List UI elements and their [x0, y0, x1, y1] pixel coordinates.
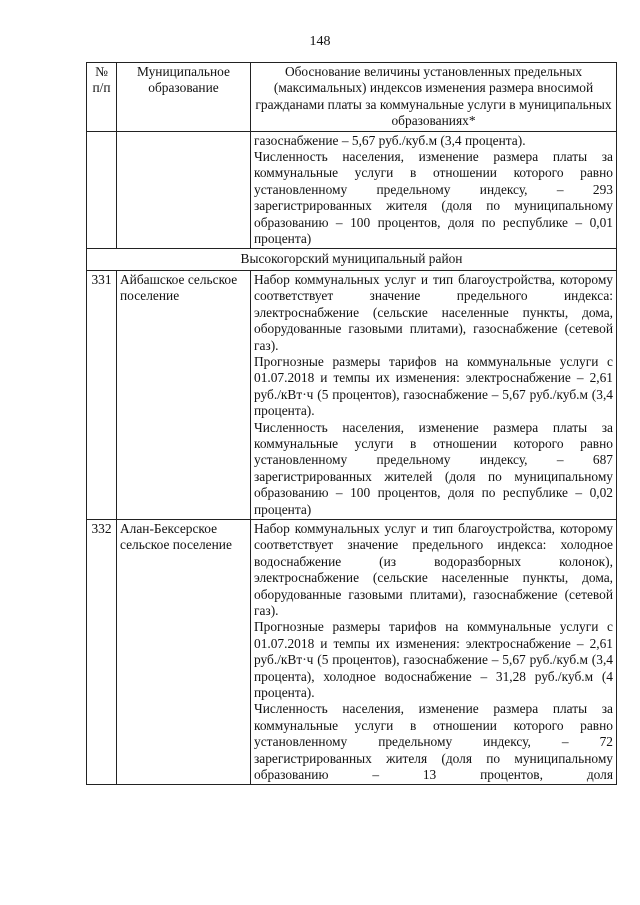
rationale-cell: [251, 270, 617, 519]
page-number: 148: [309, 34, 331, 49]
header-rationale: Обоснование величины установленных предельных (максимальных) индексов изменения размера вносимой гражданами платы за коммунальные услуги в муниципальных образованиях*: [251, 63, 617, 132]
limit-index-table: [86, 62, 617, 785]
rationale-paragraph: Набор коммунальных услуг и тип благоустройства, которому соответствует значение предельного индекса: холодное водоснабжение (из водоразборных колонок), электроснабжение (сельские населенные пункты, дома, оборудованные газовыми плитами), газоснабжение (сетевой газ).: [254, 520, 613, 618]
table-header-row: [87, 63, 617, 132]
continuation-line: Численность населения, изменение размера платы за коммунальные услуги в отношении которого равно установленному предельному индексу, – 293 зарегистрированных жителя (доля по муниципальному образованию – 100 процентов, доля по республике – 0,01 процента): [254, 149, 613, 247]
municipality-name: Алан-Бексерское сельское поселение: [117, 519, 251, 785]
row-number: 332: [87, 519, 117, 785]
rationale-paragraph: Численность населения, изменение размера платы за коммунальные услуги в отношении которого равно установленному предельному индексу, – 687 зарегистрированных жителей (доля по муниципальному образованию – 100 процентов, доля по республике – 0,02 процента): [254, 419, 613, 517]
continuation-line: газоснабжение – 5,67 руб./куб.м (3,4 процента).: [254, 132, 526, 148]
header-municipality: Муниципальное образование: [117, 63, 251, 132]
table-row: [87, 270, 617, 519]
header-num: № п/п: [87, 63, 117, 132]
continuation-row: [87, 131, 617, 249]
rationale-paragraph: Прогнозные размеры тарифов на коммунальные услуги с 01.07.2018 и темпы их изменения: электроснабжение – 2,61 руб./кВт·ч (5 процентов), газоснабжение – 5,67 руб./куб.м (3,4 процента), холодное водоснабжение – 31,28 руб./куб.м (4 процента).: [254, 619, 613, 701]
rationale-paragraph: Прогнозные размеры тарифов на коммунальные услуги с 01.07.2018 и темпы их изменения: электроснабжение – 2,61 руб./кВт·ч (5 процентов), газоснабжение – 5,67 руб./куб.м (3,4 процента).: [254, 353, 613, 419]
rationale-cell: [251, 519, 617, 785]
municipality-name: Айбашское сельское поселение: [117, 270, 251, 519]
row-number: 331: [87, 270, 117, 519]
table-row: [87, 519, 617, 785]
rationale-paragraph: Набор коммунальных услуг и тип благоустройства, которому соответствует значение предельного индекса: электроснабжение (сельские населенные пункты, дома, оборудованные газовыми плитами), газоснабжение (сетевой газ).: [254, 271, 613, 353]
district-row: [87, 249, 617, 270]
rationale-paragraph: Численность населения, изменение размера платы за коммунальные услуги в отношении которого равно установленному предельному индексу, – 72 зарегистрированных жителя (доля по муниципальному образованию – 13 процентов, доля: [254, 701, 613, 783]
district-heading: Высокогорский муниципальный район: [87, 249, 617, 270]
